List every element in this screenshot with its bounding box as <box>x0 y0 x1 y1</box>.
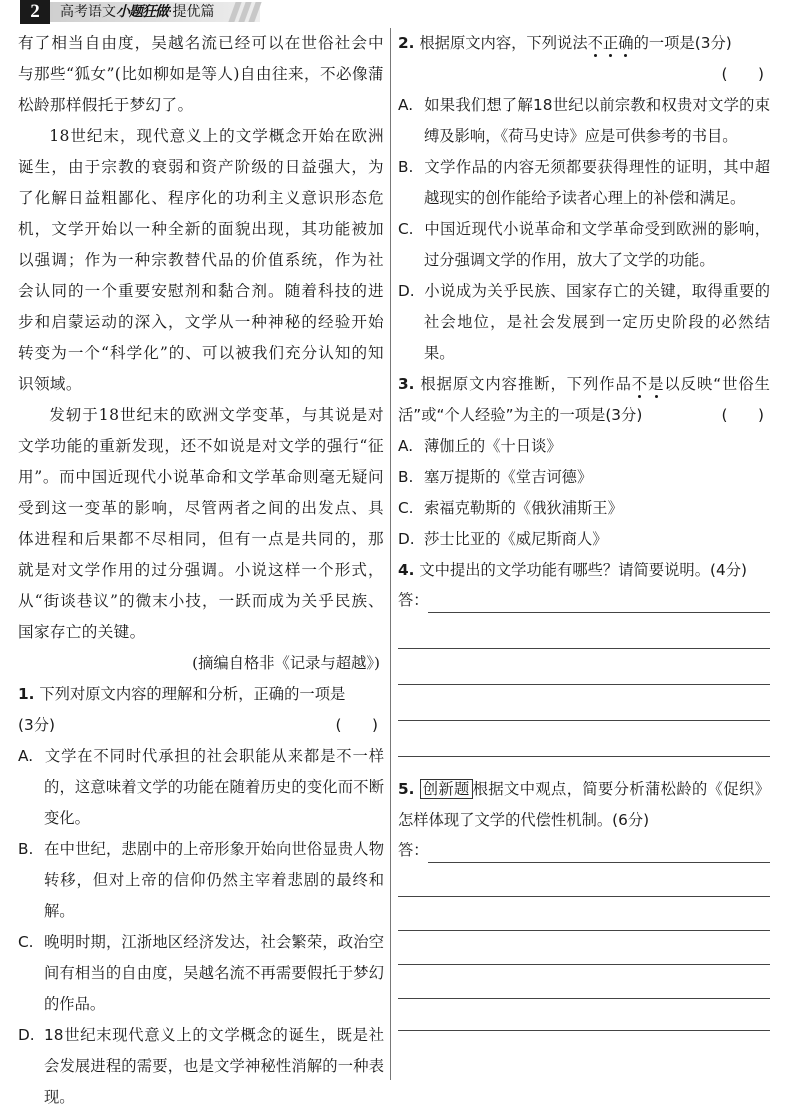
question-text: 下列对原文内容的理解和分析，正确的一项是 <box>39 685 346 703</box>
answer-line[interactable] <box>398 756 770 757</box>
question-stem <box>398 555 770 586</box>
answer-line[interactable] <box>398 930 770 931</box>
answer-line[interactable] <box>428 612 770 613</box>
answer-label: 答： <box>398 591 429 609</box>
question-score: (3分) <box>18 716 55 734</box>
question-text: 文中提出的文学功能有哪些？请简要说明。 <box>419 561 710 579</box>
answer-parentheses[interactable]: ( ) <box>335 716 378 734</box>
answer-line[interactable] <box>428 862 770 863</box>
option-label: B. <box>18 840 34 858</box>
option-text: 中国近现代小说革命和文学革命受到欧洲的影响，过分强调文学的作用，放大了文学的功能。 <box>424 220 770 269</box>
passage-paragraph: 有了相当自由度，吴越名流已经可以在世俗社会中与那些“狐女”(比如柳如是等人)自由往来，不必像蒲松龄那样假托于梦幻了。 <box>18 34 384 114</box>
emphasis-char: 确 <box>618 34 634 52</box>
option-label: D. <box>398 530 415 548</box>
option-label: A. <box>398 437 414 455</box>
question-number: 1. <box>18 685 35 703</box>
book-title-prefix: 高考语文 <box>60 4 116 20</box>
question-paren-row <box>398 59 770 90</box>
question-score-row <box>18 710 384 741</box>
option-b[interactable] <box>18 834 384 927</box>
passage-source: (摘编自格非《记录与超越》) <box>192 654 380 672</box>
question-score: (6分) <box>612 811 650 829</box>
question-number: 4. <box>398 561 415 579</box>
option-text: 晚明时期，江浙地区经济发达，社会繁荣，政治空间有相当的自由度，吴越名流不再需要假托于梦幻的作品。 <box>44 933 384 1013</box>
option-label: C. <box>398 499 414 517</box>
option-b[interactable] <box>398 152 770 214</box>
option-label: C. <box>398 220 414 238</box>
question-3 <box>398 369 770 555</box>
passage-paragraph: 发轫于18世纪末的欧洲文学变革，与其说是对文学功能的重新发现，还不如说是对文学的强行“征用”。而中国近现代小说革命和文学革命则毫无疑问受到这一变革的影响，尽管两者之间的出发点、具体进程和后果都不尽相同，但有一点是共同的，那就是对文学作用的过分强调。小说这样一个形式，从“街谈巷议”的微末小技，一跃而成为关乎民族、国家存亡的关键。 <box>18 406 384 641</box>
option-label: D. <box>398 282 415 300</box>
question-stem <box>398 369 770 431</box>
option-text: 如果我们想了解18世纪以前宗教和权贵对文学的束缚及影响，《荷马史诗》应是可供参考的书目。 <box>424 96 770 145</box>
answer-line[interactable] <box>398 1030 770 1031</box>
left-column <box>18 28 384 1113</box>
option-label: B. <box>398 158 414 176</box>
option-a[interactable] <box>18 741 384 834</box>
option-a[interactable] <box>398 90 770 152</box>
option-b[interactable] <box>398 462 770 493</box>
answer-line[interactable] <box>398 896 770 897</box>
option-text: 塞万提斯的《堂吉诃德》 <box>424 468 593 486</box>
book-brand: 小题狂做 <box>116 4 168 20</box>
passage-paragraph: 18世纪末，现代意义上的文学概念开始在欧洲诞生，由于宗教的衰弱和资产阶级的日益强大，为了化解日益粗鄙化、程序化的功利主义意识形态危机，文学开始以一种全新的面貌出现，其功能被加以强调；作为一种宗教替代品的价值系统，作为社会认同的一个重要安慰剂和黏合剂。随着科技的进步和启蒙运动的深入，文学从一种神秘的经验开始转变为一个“科学化”的、可以被我们充分认知的知识领域。 <box>18 127 384 393</box>
answer-line[interactable] <box>398 720 770 721</box>
question-number: 2. <box>398 34 415 52</box>
answer-line[interactable] <box>398 648 770 649</box>
option-text: 18世纪末现代意义上的文学概念的诞生，既是社会发展进程的需要，也是文学神秘性消解的一种表现。 <box>44 1026 384 1106</box>
option-c[interactable] <box>398 493 770 524</box>
question-1 <box>18 679 384 1113</box>
question-number: 5. <box>398 780 415 798</box>
answer-parentheses[interactable]: ( ) <box>721 65 764 83</box>
question-stem <box>398 28 770 59</box>
question-tag: 创新题 <box>420 779 473 799</box>
option-label: A. <box>398 96 414 114</box>
option-text: 在中世纪，悲剧中的上帝形象开始向世俗显贵人物转移，但对上帝的信仰仍然主宰着悲剧的最终和解。 <box>44 840 384 920</box>
option-label: C. <box>18 933 34 951</box>
emphasis-char: 是 <box>648 375 665 393</box>
question-score: (4分) <box>710 561 747 579</box>
option-text: 文学在不同时代承担的社会职能从来都是不一样的，这意味着文学的功能在随着历史的变化而不断变化。 <box>44 747 384 827</box>
emphasis-char: 不 <box>587 34 603 52</box>
option-c[interactable] <box>18 927 384 1020</box>
question-text-after: 以反映“世俗生活”或“个人经验”为主的一项是 <box>398 375 770 424</box>
answer-area-4[interactable] <box>398 586 770 774</box>
option-label: D. <box>18 1026 35 1044</box>
question-stem <box>398 774 770 836</box>
answer-line[interactable] <box>398 684 770 685</box>
question-number: 3. <box>398 375 415 393</box>
answer-line[interactable] <box>398 964 770 965</box>
emphasis-char: 不 <box>631 375 649 393</box>
question-stem <box>18 679 384 710</box>
option-d[interactable] <box>18 1020 384 1113</box>
option-d[interactable] <box>398 524 770 555</box>
option-label: A. <box>18 747 34 765</box>
emphasis-char: 正 <box>602 34 619 52</box>
book-title-suffix: ·提优篇 <box>168 4 215 20</box>
question-text-before: 根据原文内容推断，下列作品 <box>420 375 632 393</box>
page-number: 2 <box>20 0 50 24</box>
question-score: (3分) <box>605 406 643 424</box>
option-text: 索福克勒斯的《俄狄浦斯王》 <box>424 499 623 517</box>
option-c[interactable] <box>398 214 770 276</box>
option-d[interactable] <box>398 276 770 369</box>
option-text: 小说成为关乎民族、国家存亡的关键，取得重要的社会地位，是社会发展到一定历史阶段的必然结果。 <box>424 282 770 362</box>
question-text: 根据文中观点，简要分析蒲松龄的《促织》怎样体现了文学的代偿性机制。 <box>398 780 770 829</box>
question-text-after: 的一项是 <box>633 34 695 52</box>
right-column <box>398 28 770 1036</box>
question-text-before: 根据原文内容，下列说法 <box>419 34 588 52</box>
question-score: (3分) <box>694 34 732 52</box>
question-5 <box>398 774 770 836</box>
column-divider <box>390 28 391 1080</box>
option-label: B. <box>398 468 414 486</box>
answer-parentheses[interactable]: ( ) <box>721 406 764 424</box>
answer-line[interactable] <box>398 998 770 999</box>
option-a[interactable] <box>398 431 770 462</box>
answer-area-5[interactable] <box>398 836 770 1036</box>
book-title <box>60 2 214 22</box>
answer-label: 答： <box>398 841 429 859</box>
option-text: 莎士比亚的《威尼斯商人》 <box>424 530 608 548</box>
question-2 <box>398 28 770 369</box>
option-text: 薄伽丘的《十日谈》 <box>424 437 562 455</box>
option-text: 文学作品的内容无须都要获得理性的证明，其中超越现实的创作能给予读者心理上的补偿和满足。 <box>424 158 770 207</box>
question-4 <box>398 555 770 586</box>
reading-passage <box>18 28 384 648</box>
page-header <box>0 0 790 24</box>
